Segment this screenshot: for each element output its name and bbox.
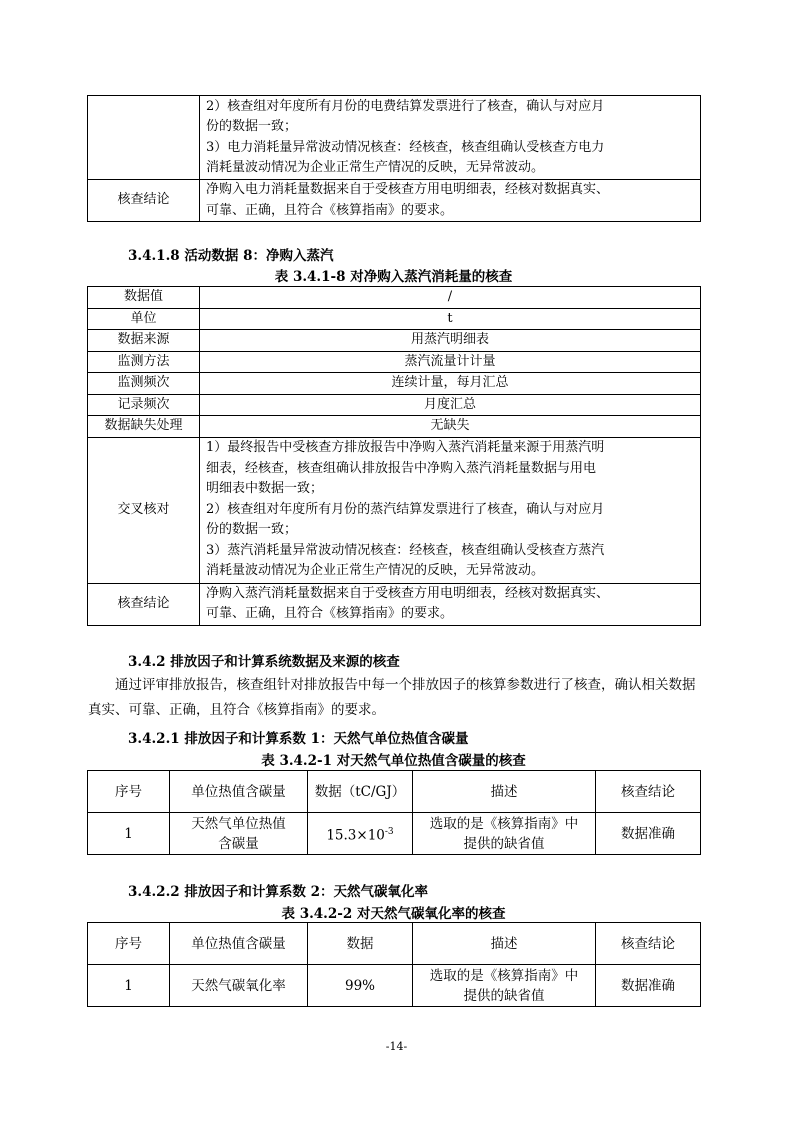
cell-value: 99% [308,965,413,1007]
row-label: 监测频次 [88,373,200,395]
text-line: 选取的是《核算指南》中 [429,815,579,832]
row-value: 连续计量，每月汇总 [200,373,701,395]
table-row [88,287,701,309]
text-line: 净购入蒸汽消耗量数据来自于受核查方用电明细表，经核对数据真实、 [206,585,610,601]
text-line: 份的数据一致； [206,119,298,134]
cell-index: 1 [88,965,170,1007]
table-row [88,965,701,1007]
text-line: 2）核查组对年度所有月份的蒸汽结算发票进行了核查，确认与对应月 [206,501,605,517]
row-value: 用蒸汽明细表 [200,330,701,352]
table-steam [87,286,701,626]
row-value: 月度汇总 [200,394,701,416]
cell-description [413,813,596,855]
row-label [88,96,200,180]
column-header: 描述 [413,771,596,813]
text-line: 天然气单位热值 [191,815,286,832]
row-content [200,583,701,625]
table-row [88,96,701,180]
table-row [88,813,701,855]
row-value: 无缺失 [200,416,701,438]
row-label: 核查结论 [88,180,200,222]
section-paragraph: 通过评审排放报告，核查组针对排放报告中每一个排放因子的核算参数进行了核查，确认相关数据真实、可靠、正确，且符合《核算指南》的要求。 [88,677,696,718]
text-line: 消耗量波动情况为企业正常生产情况的反映，无异常波动。 [206,160,545,175]
column-header: 数据（tC/GJ） [308,771,413,813]
value-exponent: -3 [384,826,394,837]
row-label: 核查结论 [88,583,200,625]
row-label: 数据值 [88,287,200,309]
row-content [200,180,701,222]
cell-description [413,965,596,1007]
row-label: 监测方法 [88,351,200,373]
table-header-row [88,771,701,813]
table-row [88,308,701,330]
table-row [88,416,701,438]
page-number: -14- [385,1040,408,1053]
text-line: 份的数据一致； [206,522,298,538]
table-row [88,373,701,395]
column-header: 单位热值含碳量 [170,923,308,965]
column-header: 核查结论 [596,923,701,965]
table-caption-3418: 表 3.4.1-8 对净购入蒸汽消耗量的核查 [274,269,513,285]
text-line: 提供的缺省值 [463,987,545,1004]
row-label: 数据来源 [88,330,200,352]
table-carbon-content [87,770,701,855]
value-base: 15.3×10 [326,827,385,844]
row-content [200,437,701,583]
section-heading-3421: 3.4.2.1 排放因子和计算系数 1：天然气单位热值含碳量 [128,731,469,747]
cell-value [308,813,413,855]
row-value: / [200,287,701,309]
row-label: 记录频次 [88,394,200,416]
text-line: 明细表中数据一致； [206,481,324,497]
table-row [88,394,701,416]
column-header: 序号 [88,923,170,965]
text-line: 可靠、正确，且符合《核算指南》的要求。 [206,606,454,621]
cell-conclusion: 数据准确 [596,813,701,855]
column-header: 单位热值含碳量 [170,771,308,813]
table-row [88,351,701,373]
text-line: 3）电力消耗量异常波动情况核查：经核查，核查组确认受核查方电力 [206,139,605,155]
table-caption-3422: 表 3.4.2-2 对天然气碳氧化率的核查 [281,906,506,922]
text-line: 3）蒸汽消耗量异常波动情况核查：经核查，核查组确认受核查方蒸汽 [206,542,605,558]
section-heading-3418: 3.4.1.8 活动数据 8：净购入蒸汽 [128,248,334,264]
table-caption-3421: 表 3.4.2-1 对天然气单位热值含碳量的核查 [261,753,526,769]
section-heading-342: 3.4.2 排放因子和计算系统数据及来源的核查 [128,654,400,670]
text-line: 1）最终报告中受核查方排放报告中净购入蒸汽消耗量来源于用蒸汽明 [206,440,605,456]
text-line: 含碳量 [218,835,259,852]
cell-conclusion: 数据准确 [596,965,701,1007]
column-header: 序号 [88,771,170,813]
text-line: 净购入电力消耗量数据来自于受核查方用电明细表，经核对数据真实、 [206,182,610,197]
column-header: 核查结论 [596,771,701,813]
text-line: 细表，经核查，核查组确认排放报告中净购入蒸汽消耗量数据与用电 [206,460,597,476]
column-header: 数据 [308,923,413,965]
row-label: 交叉核对 [88,437,200,583]
cell-name [170,813,308,855]
section-heading-3422: 3.4.2.2 排放因子和计算系数 2：天然气碳氧化率 [128,884,428,900]
text-line: 消耗量波动情况为企业正常生产情况的反映，无异常波动。 [206,563,545,579]
cell-name: 天然气碳氧化率 [170,965,308,1007]
row-label: 单位 [88,308,200,330]
row-label: 数据缺失处理 [88,416,200,438]
text-line: 提供的缺省值 [463,835,545,852]
row-value: t [200,308,701,330]
table-oxidation-rate [87,922,701,1007]
row-content [200,96,701,180]
table-row [88,330,701,352]
table-row [88,583,701,625]
text-line: 可靠、正确，且符合《核算指南》的要求。 [206,202,454,218]
table-row [88,437,701,583]
table-header-row [88,923,701,965]
row-value: 蒸汽流量计计量 [200,351,701,373]
table-electricity-continued [87,95,701,222]
text-line: 选取的是《核算指南》中 [429,967,579,984]
text-line: 2）核查组对年度所有月份的电费结算发票进行了核查，确认与对应月 [206,98,605,114]
cell-index: 1 [88,813,170,855]
column-header: 描述 [413,923,596,965]
table-row [88,180,701,222]
